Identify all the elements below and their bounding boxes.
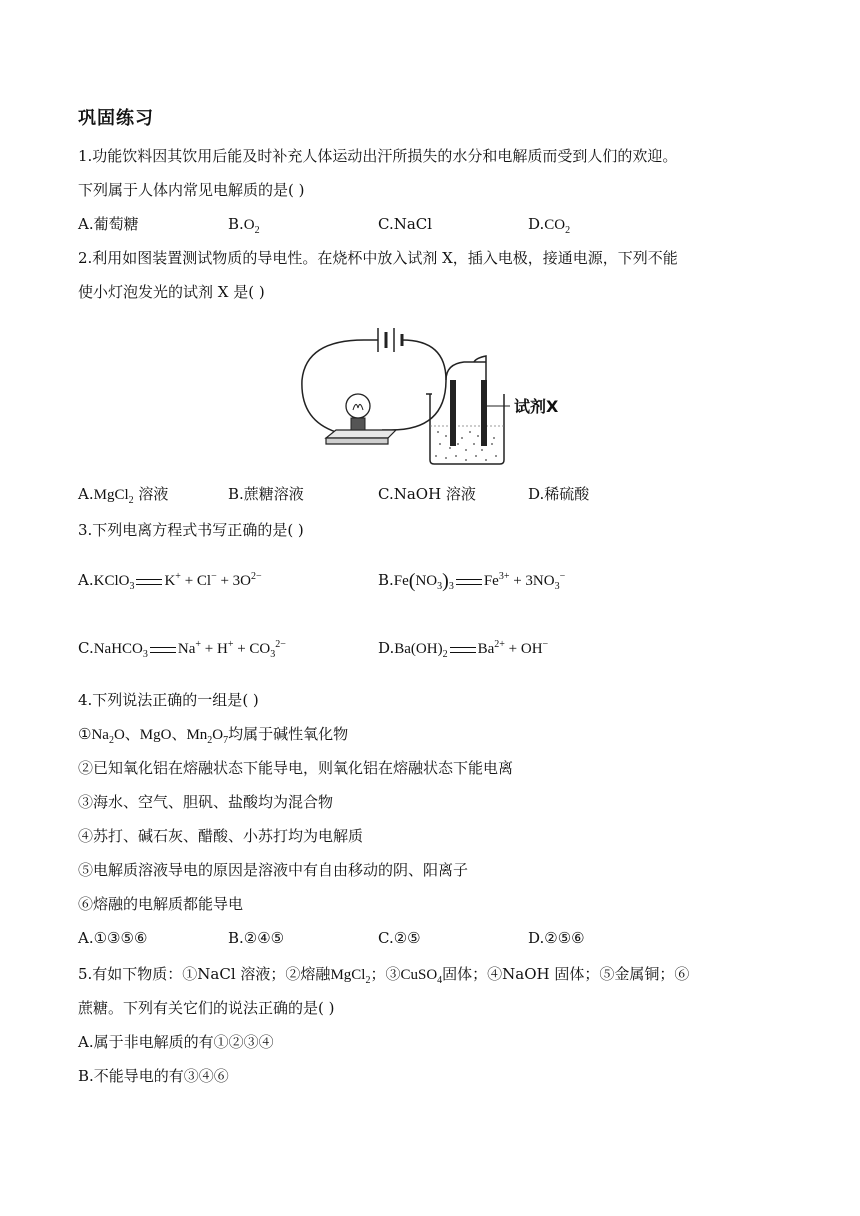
q2-stem-line1: 2.利用如图装置测试物质的导电性。在烧杯中放入试剂 X，插入电极，接通电源，下列不能 — [78, 249, 678, 267]
q4-statement-6: ⑥熔融的电解质都能导电 — [78, 895, 244, 913]
q3-option-b: $B.Fe(NO_3)_3$ $Fe^{3+} + 3NO_3^-$ — [378, 570, 566, 592]
q4-statement-2: ②已知氧化铝在熔融状态下能导电，则氧化铝在熔融状态下能电离 — [78, 759, 514, 777]
q3-option-a: A.KClO$_3$ $K^+ + Cl^- + 3O^{2-}$ — [78, 571, 262, 592]
conductivity-apparatus-figure — [296, 320, 586, 470]
q5-option-b: B.不能导电的有③④⑥ — [78, 1067, 229, 1085]
q5-stem-line2: 蔗糖。下列有关它们的说法正确的是( ) — [78, 999, 335, 1017]
q1-option-d: $D.CO_2$ — [528, 215, 571, 236]
q2-option-c: C.NaOH 溶液 — [378, 485, 476, 503]
q2-stem-line2: 使小灯泡发光的试剂 X 是( ) — [78, 283, 265, 301]
q4-option-c: C.②⑤ — [378, 929, 421, 947]
q3-stem: 3.下列电离方程式书写正确的是( ) — [78, 521, 304, 539]
q1-option-a: A.葡萄糖 — [78, 215, 139, 233]
q1-stem-line2: 下列属于人体内常见电解质的是( ) — [78, 181, 305, 199]
q4-option-b: B.②④⑤ — [228, 929, 285, 947]
q5-stem-line1: 5.有如下物质：①NaCl 溶液；②熔融MgCl$_2$；③CuSO$_4$固体；④NaOH 固体；⑤金属铜；⑥ — [78, 965, 690, 986]
q4-option-d: D.②⑤⑥ — [528, 929, 585, 947]
q2-option-d: D.稀硫酸 — [528, 485, 590, 503]
q2-option-a: A.MgCl$_2$ 溶液 — [78, 485, 169, 506]
figure-label-reagent-x: 试剂X — [514, 397, 559, 416]
q1-option-c: C.NaCl — [378, 215, 433, 233]
q4-stem: 4.下列说法正确的一组是( ) — [78, 691, 259, 709]
q4-statement-5: ⑤电解质溶液导电的原因是溶液中有自由移动的阴、阳离子 — [78, 861, 469, 879]
q1-option-b: $B.O_2$ — [228, 215, 260, 236]
q3-option-d: $D.Ba(OH)_2$ $Ba^{2+} + OH^-$ — [378, 639, 549, 660]
q1-stem-line1: 1.功能饮料因其饮用后能及时补充人体运动出汗所损失的水分和电解质而受到人们的欢迎。 — [78, 147, 678, 165]
q4-statement-1: $①Na_2O$、MgO、$Mn_2O_7$均属于碱性氧化物 — [78, 725, 349, 746]
q4-option-a: A.①③⑤⑥ — [78, 929, 148, 947]
q4-statement-4: ④苏打、碱石灰、醋酸、小苏打均为电解质 — [78, 827, 364, 845]
section-heading: 巩固练习 — [78, 108, 154, 129]
q5-option-a: A.属于非电解质的有①②③④ — [78, 1033, 274, 1051]
q2-option-b: B.蔗糖溶液 — [228, 485, 304, 503]
q4-statement-3: ③海水、空气、胆矾、盐酸均为混合物 — [78, 793, 334, 811]
q3-option-c: C.NaHCO$_3$ $Na^+ + H^+ + CO_3^{2-}$ — [78, 639, 286, 660]
